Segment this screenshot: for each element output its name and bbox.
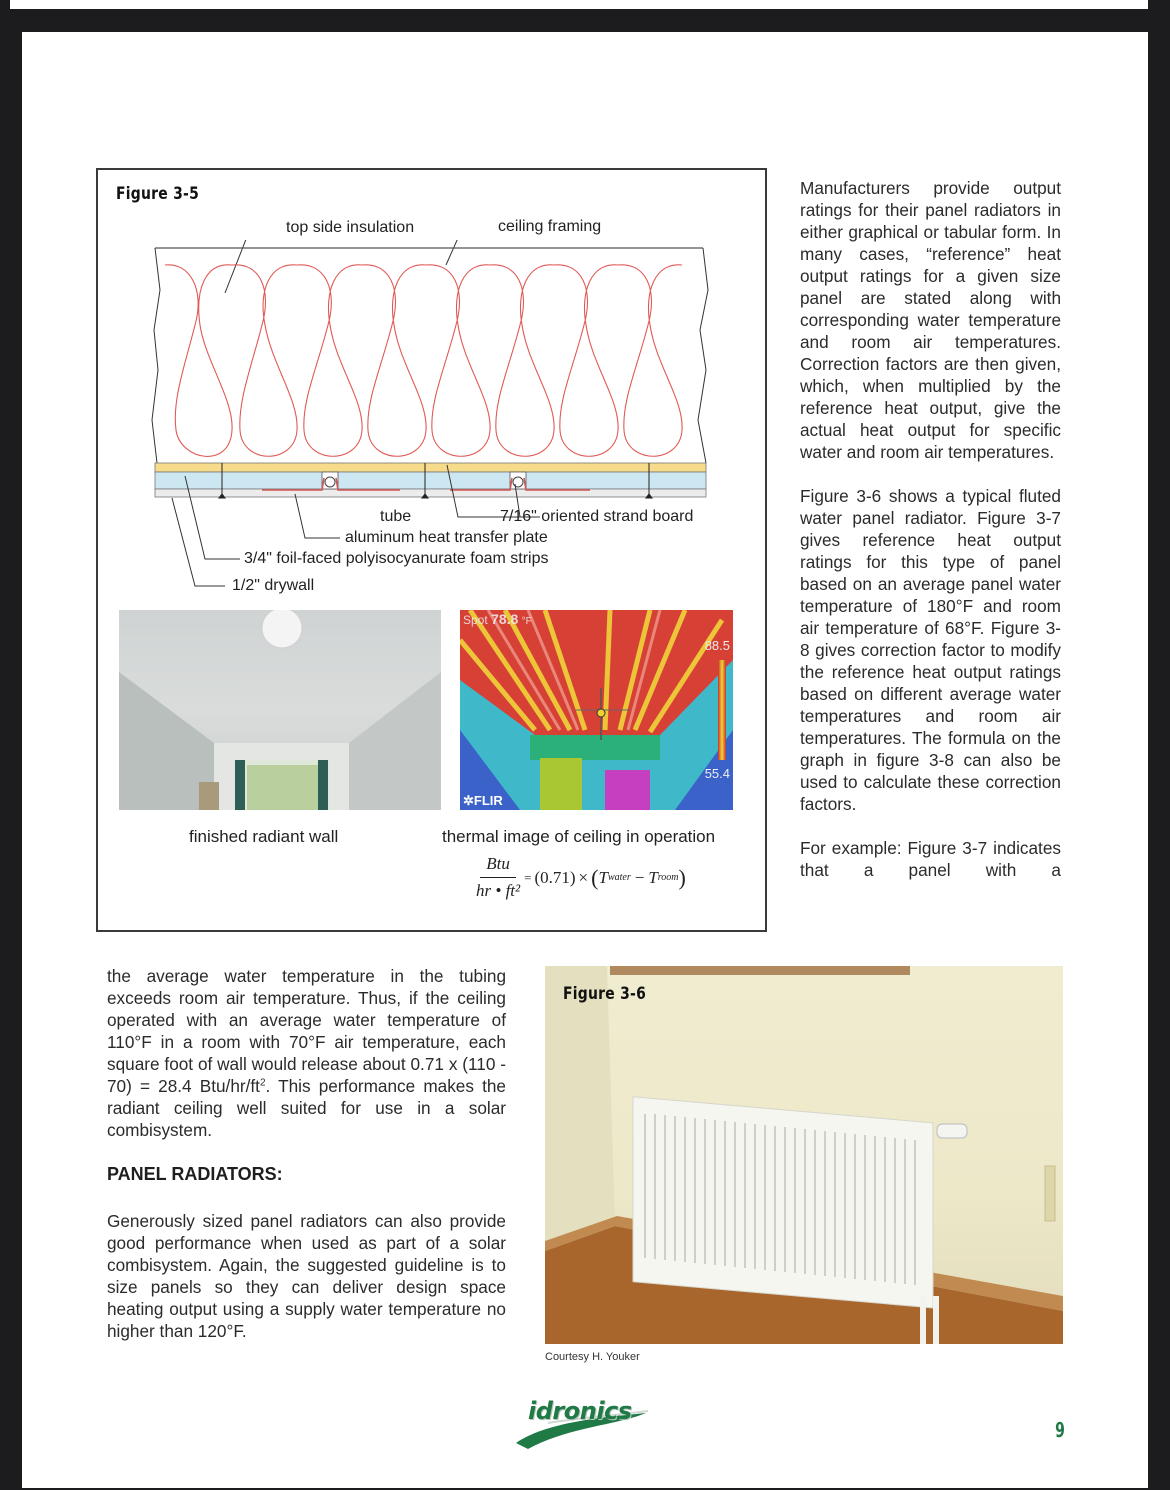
section-heading-panel-radiators: PANEL RADIATORS:: [107, 1164, 283, 1184]
insulation-loops: [165, 265, 682, 457]
flir-logo: ✲FLIR: [463, 793, 503, 808]
paragraph: Manufacturers provide output ratings for their panel radiators in either graphical or tabular form. In many cases, “reference” heat output ratings for a given size panel are stated along with corresponding water temperature and room air temperatures. Correction factors are then given, which, when multiplied by the reference heat output, give the actual heat output for specific water and room air temperatures.: [800, 178, 1061, 462]
right-column-text: [800, 177, 1061, 881]
finished-radiant-wall-photo: [119, 610, 441, 810]
idronics-logo: [508, 1393, 658, 1453]
thermal-spot-label: Spot 78.8 °F: [463, 611, 532, 627]
label-top-side-insulation: top side insulation: [286, 219, 415, 236]
heat-output-formula: $\frac{\text{Btu}}{\text{hr • ft²}}$ = (0.71) × ( T water − T room ): [476, 854, 686, 900]
formula-fraction: $\frac{\text{Btu}}{\text{hr • ft²}}$: [476, 854, 521, 900]
idronics-logo-text: idronics: [528, 1397, 632, 1425]
panel-radiator-photo: [545, 966, 1063, 1344]
label-osb: 7/16" oriented strand board: [500, 508, 694, 525]
caption-finished-radiant-wall: finished radiant wall: [189, 827, 339, 846]
thermal-image-photo: [460, 610, 733, 810]
figure-3-5-title: Figure 3-5: [116, 184, 200, 204]
label-foam-strips: 3/4" foil-faced polyisocyanurate foam strips: [244, 550, 549, 567]
thermal-scale-min: 55.4: [704, 766, 730, 781]
previous-page-edge: [10, 0, 1148, 9]
thermal-scale-max: 88.5: [704, 638, 730, 653]
left-column-paragraph-2: Generously sized panel radiators can also provide good performance when used as part of a solar combisystem. Again, the suggested guideline is to size panels so they can deliver design space heating output using a supply water temperature no higher than 120°F.: [107, 1211, 506, 1341]
paragraph: Figure 3-6 shows a typical fluted water panel radiator. Figure 3-7 gives reference heat output ratings for this type of panel based on an average panel water temperature of 180°F and room air temperature of 68°F. Figure 3-8 gives correction factor to modify the reference heat output ratings based on different average water temperatures and room air temperatures. The formula on the graph in figure 3-8 can also be used to calculate these correction factors.: [800, 486, 1061, 814]
label-ceiling-framing: ceiling framing: [498, 218, 602, 235]
caption-thermal-image: thermal image of ceiling in operation: [442, 827, 716, 846]
label-aluminum-plate: aluminum heat transfer plate: [345, 529, 548, 546]
paragraph: For example: Figure 3-7 indicates that a panel with a: [800, 838, 1061, 880]
label-tube: tube: [380, 508, 412, 525]
figure-3-6-title: Figure 3-6: [563, 984, 647, 1004]
flir-gear-icon: ✲: [463, 793, 474, 808]
left-column-paragraph-1: the average water temperature in the tubing exceeds room air temperature. Thus, if the ceiling operated with an average water temperature of 110°F in a room with 70°F air temperature, each square foot of wall would release about 0.71 x (110 - 70) = 28.4 Btu/$hr/ft^2$. This performance makes the radiant ceiling well suited for use in a solar combisystem.: [107, 966, 506, 1140]
photo-credit: Courtesy H. Youker: [545, 1351, 640, 1363]
page-number: 9: [1055, 1418, 1065, 1442]
label-drywall: 1/2" drywall: [232, 577, 315, 594]
